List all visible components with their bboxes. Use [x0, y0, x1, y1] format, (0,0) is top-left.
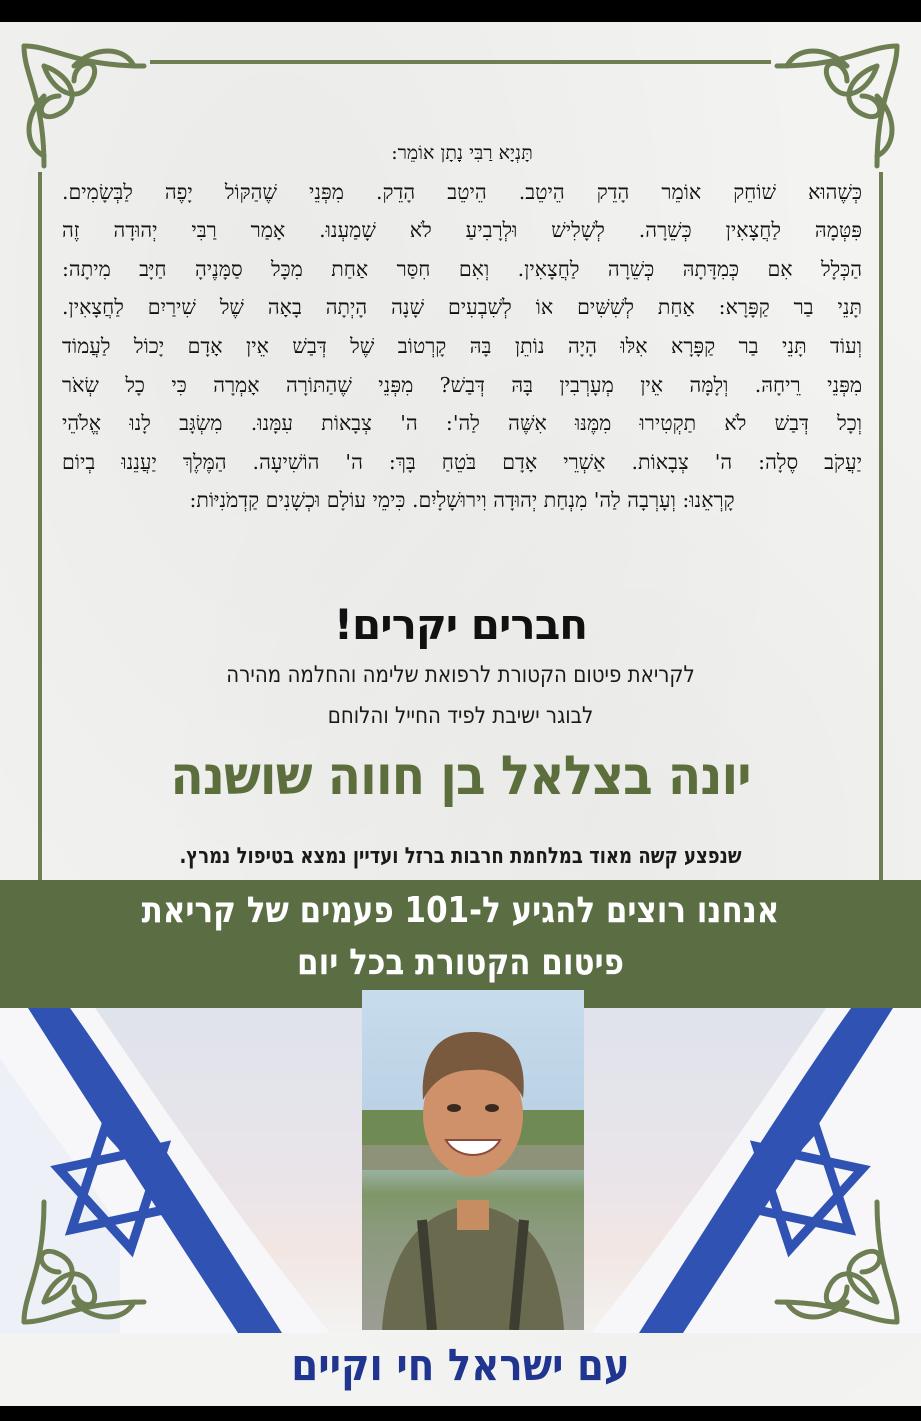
- appeal-heading: חברים יקרים!: [333, 600, 588, 649]
- prayer-line: תָּנֵי בַר קַפָּרָא: אַחַת לְשִׁשִּׁים אוֹ לְשִׁבְעִים שָׁנָה הָיְתָה בָאָה שֶׁל שִׁירַיִם לַחֲצָאִין.: [62, 295, 862, 320]
- corner-ornament-bottom-left-icon: [14, 1182, 164, 1332]
- prayer-line: יַעֲקֹב סֶלָה: ה' צְבָאוֹת. אַשְׁרֵי אָדָם בֹּטֵחַ בָּךְ: ה' הוֹשִׁיעָה. הַמֶּלֶךְ יַעֲנֵנוּ בְיוֹם: [62, 449, 862, 474]
- corner-ornament-bottom-right-icon: [757, 1182, 907, 1332]
- goal-banner-line-1: אנחנו רוצים להגיע ל-101 פעמים של קריאת: [141, 890, 780, 931]
- goal-banner-line-2: פיטום הקטורת בכל יום: [297, 942, 624, 983]
- soldier-photo: [362, 990, 584, 1330]
- prayer-line: כְּשֶׁהוּא שׁוֹחֵק אוֹמֵר הָדֵק הֵיטֵב. הֵיטֵב הָדֵק. מִפְּנֵי שֶׁהַקּוֹל יָפֶה לַבְּשָׂמִים.: [62, 179, 862, 204]
- appeal-line-1: לקריאת פיטום הקטורת לרפואת שלימה והחלמה מהירה: [226, 662, 695, 688]
- prayer-line: הַכְּלָל אִם כְּמִדָּתָהּ כְּשֵׁרָה לַחֲצָאִין. וְאִם חִסַּר אַחַת מִכָּל סַמָּנֶיהָ חַיָּב מִיתָה:: [62, 256, 862, 281]
- footer-slogan: עם ישראל חי וקיים: [291, 1340, 630, 1391]
- prayer-line: וְעוֹד תָּנֵי בַר קַפָּרָא אִלּוּ הָיָה נוֹתֵן בָּהּ קָרְטוֹב שֶׁל דְּבַשׁ אֵין אָדָם יָכוֹל לַעֲמוֹד: [62, 333, 862, 358]
- soldier-name: יונה בצלאל בן חווה שושנה: [170, 744, 751, 807]
- goal-banner: [0, 880, 921, 1008]
- frame-top-line: [150, 60, 771, 64]
- memorial-poster: [0, 22, 921, 1406]
- prayer-line: קָרְאֵנוּ: וְעָרְבָה לַה' מִנְחַת יְהוּדָה וִירוּשָׁלָיִם. כִּימֵי עוֹלָם וּכְשָׁנִים קַדְמֹנִיּוֹת:: [189, 488, 735, 513]
- pitum-haketoret-text: [62, 134, 862, 520]
- prayer-line: מִפְּנֵי רֵיחָהּ. וְלָמָּה אֵין מְעָרְבִין בָּהּ דְּבַשׁ? מִפְּנֵי שֶׁהַתּוֹרָה אָמְרָה כִּי כָל שְׂאֹר: [62, 372, 862, 397]
- appeal-line-2: לבוגר ישיבת לפיד החייל והלוחם: [327, 703, 594, 729]
- prayer-line: פִּטְּמָהּ לַחֲצָאִין כְּשֵׁרָה. לְשָׁלִישׁ וּלְרָבִיעַ לֹא שָׁמַעְנוּ. אָמַר רַבִּי יְהוּדָה זֶה: [62, 218, 862, 243]
- injury-note: שנפצע קשה מאוד במלחמת חרבות ברזל ועדיין נמצא בטיפול נמרץ.: [179, 844, 742, 869]
- prayer-line: וְכָל דְּבַשׁ לֹא תַקְטִירוּ מִמֶּנּוּ אִשֶּׁה לַה': ה' צְבָאוֹת עִמָּנוּ. מִשְׂגָּב לָנוּ אֱלֹהֵי: [62, 411, 862, 436]
- prayer-line: תָּנְיָא רַבִּי נָתָן אוֹמֵר:: [391, 142, 533, 164]
